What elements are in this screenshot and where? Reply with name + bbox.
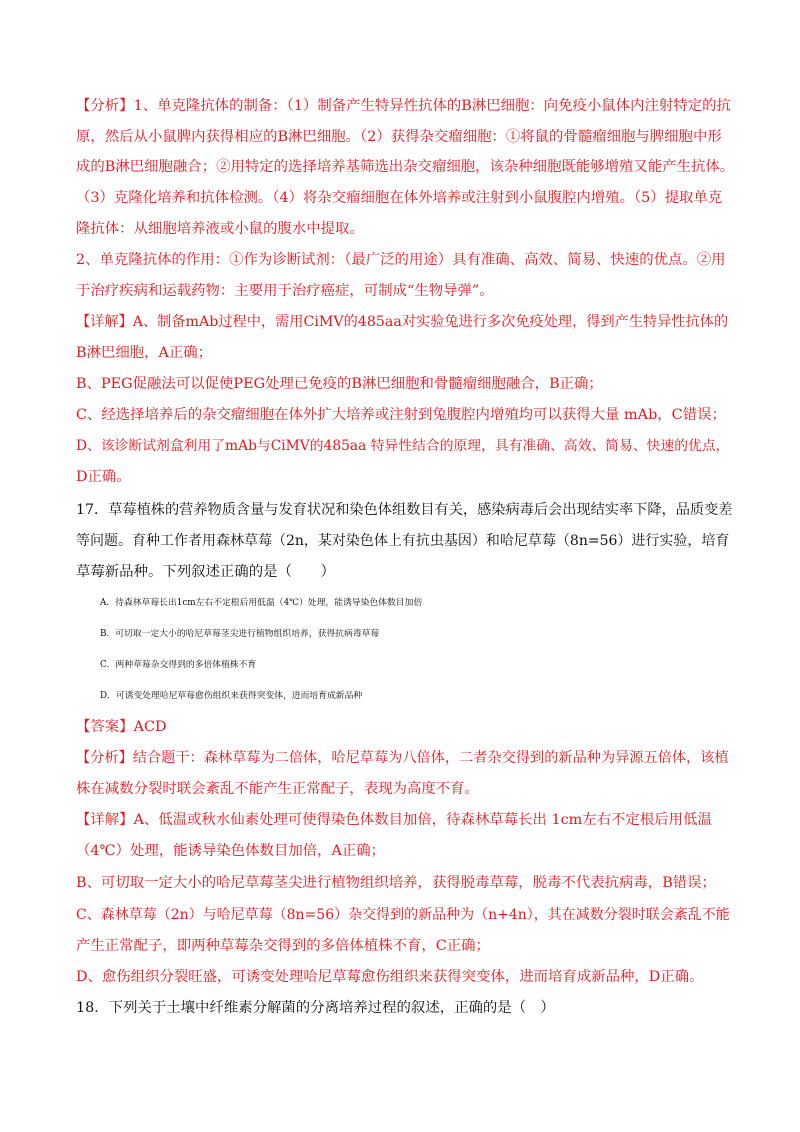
detail-line-2: B淋巴细胞，A正确； (76, 345, 213, 361)
question-17-option-a: A．待森林草莓长出1cm左右不定根后用低温（4℃）处理，能诱导染色体数目加倍 (100, 598, 423, 608)
detail-line-6: D正确。 (76, 469, 131, 485)
question-17-analysis-line-2: 株在减数分裂时联会紊乱不能产生正常配子，表现为高度不育。 (76, 781, 479, 797)
question-17-detail-line-1: 【详解】A、低温或秋水仙素处理可使得染色体数目加倍，待森林草莓长出 1cm左右不定根后用低温 (76, 812, 712, 828)
detail-line-5: D、该诊断试剂盒利用了mAb与CiMV的485aa 特异性结合的原理，具有准确、高效、简易、快速的优点， (76, 438, 730, 454)
question-17-detail-line-5: 产生正常配子，即两种草莓杂交得到的多倍体植株不育，C正确； (76, 938, 490, 954)
question-17-detail-line-6: D、愈伤组织分裂旺盛，可诱变处理哈尼草莓愈伤组织来获得突变体，进而培育成新品种，D正确。 (76, 969, 704, 985)
question-17-option-c: C．两种草莓杂交得到的多倍体植株不育 (100, 660, 257, 670)
question-17-detail-line-4: C、森林草莓（2n）与哈尼草莓（8n=56）杂交得到的新品种为（n+4n），其在减数分裂时联会紊乱不能 (76, 907, 730, 923)
analysis-line-3: 成的B淋巴细胞融合；②用特定的选择培养基筛选出杂交瘤细胞，该杂种细胞既能够增殖又能产生抗体。 (76, 159, 735, 175)
analysis-line-6: 2、单克隆抗体的作用：①作为诊断试剂：（最广泛的用途）具有准确、高效、简易、快速的优点。②用 (76, 252, 726, 268)
question-17-detail-line-2: （4℃）处理，能诱导染色体数目加倍，A正确； (76, 843, 386, 859)
question-17-option-b: B．可切取一定大小的哈尼草莓茎尖进行植物组织培养，获得抗病毒草莓 (100, 629, 380, 639)
analysis-line-1: 【分析】1、单克隆抗体的制备：（1）制备产生特异性抗体的B淋巴细胞：向免疫小鼠体内注射特定的抗 (76, 98, 731, 114)
detail-line-3: B、PEG促融法可以促使PEG处理已免疫的B淋巴细胞和骨髓瘤细胞融合，B正确； (76, 376, 603, 392)
question-17-option-d: D．可诱变处理哈尼草莓愈伤组织来获得突变体，进而培育成新品种 (100, 691, 363, 701)
question-17-detail-line-3: B、可切取一定大小的哈尼草莓茎尖进行植物组织培养，获得脱毒草莓，脱毒不代表抗病毒，B错误； (76, 875, 716, 891)
detail-line-1: 【详解】A、制备mAb过程中，需用CiMV的485aa对实验兔进行多次免疫处理，得到产生特异性抗体的 (76, 314, 729, 330)
analysis-line-5: 隆抗体：从细胞培养液或小鼠的腹水中提取。 (76, 221, 364, 237)
analysis-line-4: （3）克隆化培养和抗体检测。（4）将杂交瘤细胞在体外培养或注射到小鼠腹腔内增殖。（5）提取单克 (76, 190, 723, 206)
question-17-stem-line-1: 17．草莓植株的营养物质含量与发育状况和染色体组数目有关，感染病毒后会出现结实率下降，品质变差 (76, 502, 733, 518)
detail-line-4: C、经选择培养后的杂交瘤细胞在体外扩大培养或注射到兔腹腔内增殖均可以获得大量 mAb，C错误； (76, 407, 726, 423)
question-18-stem: 18．下列关于土壤中纤维素分解菌的分离培养过程的叙述，正确的是（ ） (76, 1000, 555, 1016)
analysis-line-2: 原，然后从小鼠脾内获得相应的B淋巴细胞。（2）获得杂交瘤细胞：①将鼠的骨髓瘤细胞与脾细胞中形 (76, 129, 722, 145)
question-17-analysis-line-1: 【分析】结合题干：森林草莓为二倍体，哈尼草莓为八倍体，二者杂交得到的新品种为异源五倍体，该植 (76, 750, 729, 766)
analysis-line-7: 于治疗疾病和运载药物：主要用于治疗癌症，可制成“生物导弹”。 (76, 283, 494, 299)
question-17-stem-line-3: 草莓新品种。下列叙述正确的是（ ） (76, 564, 336, 580)
question-17-answer: 【答案】ACD (76, 719, 167, 735)
question-17-stem-line-2: 等问题。育种工作者用森林草莓（2n，某对染色体上有抗虫基因）和哈尼草莓（8n=56）进行实验，培育 (76, 533, 730, 549)
